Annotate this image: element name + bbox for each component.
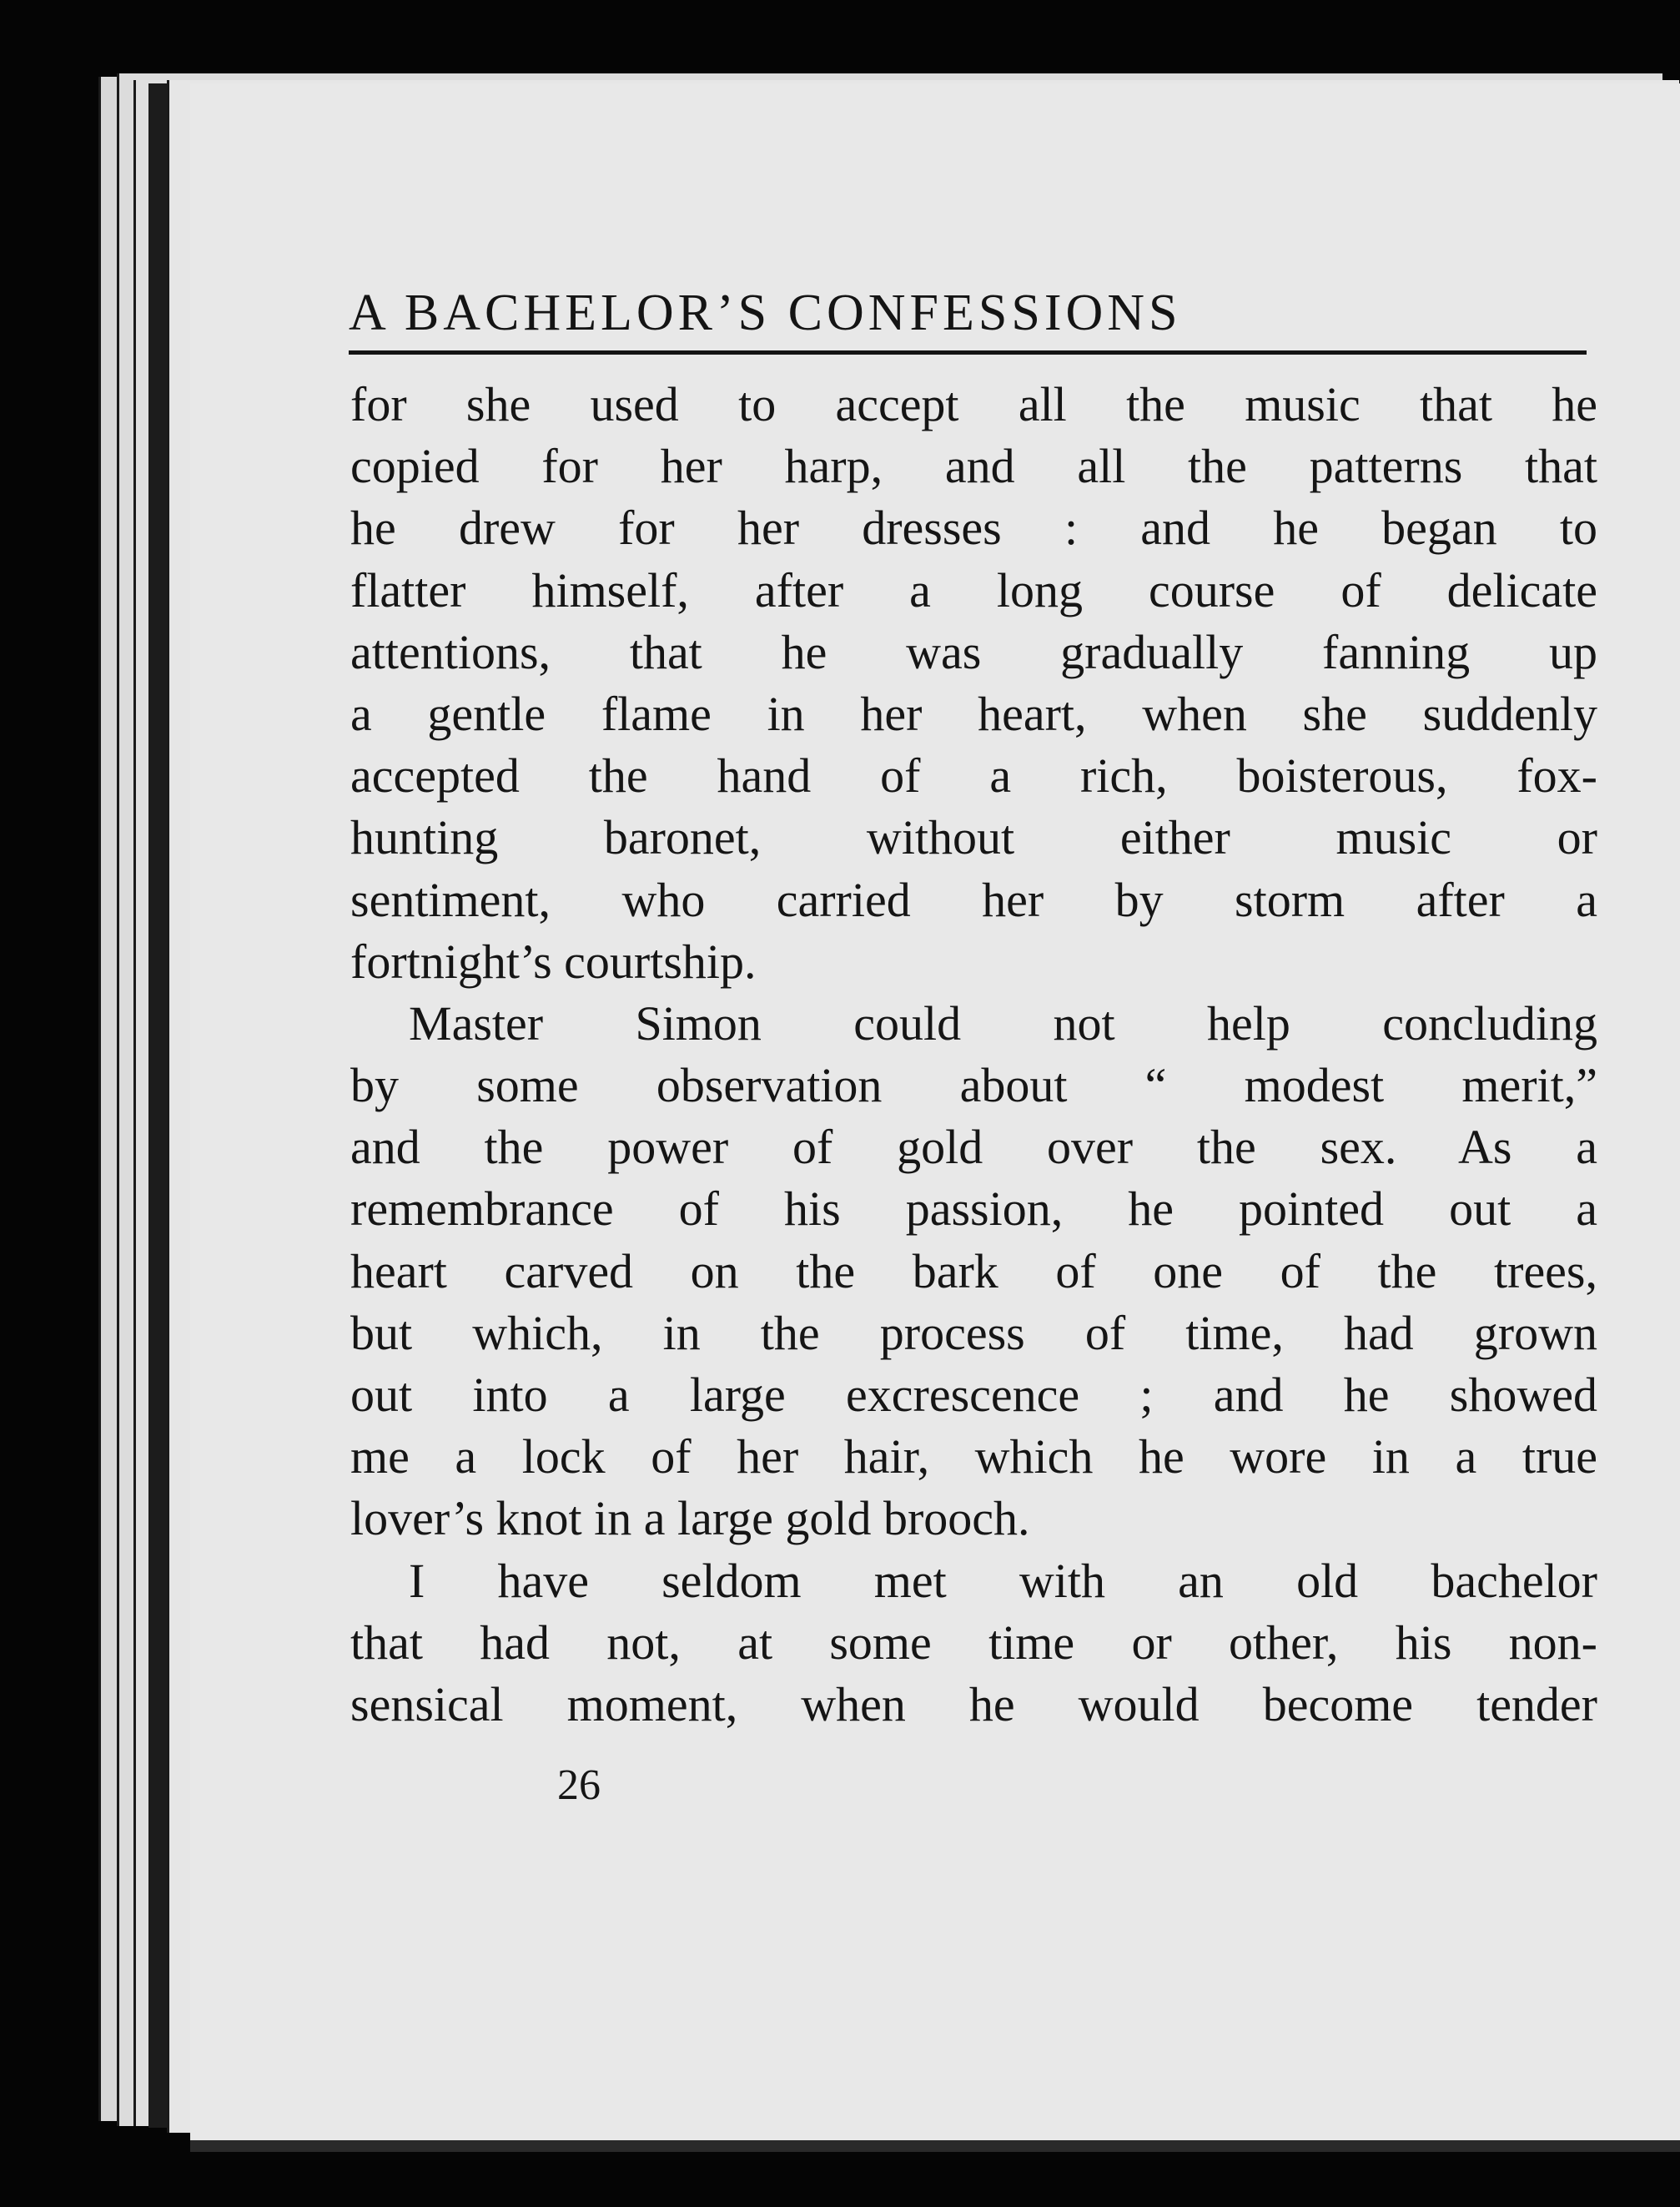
text-line: lover’s knot in a large gold brooch. [350, 1491, 1030, 1546]
text-line: he drew for her dresses : and he began to [350, 501, 1597, 556]
text-line: heart carved on the bark of one of the trees, [350, 1243, 1597, 1298]
text-line: hunting baronet, without either music or [350, 810, 1597, 865]
text-line: by some observation about “ modest merit,” [350, 1058, 1597, 1113]
text-line: sentiment, who carried her by storm after a [350, 872, 1597, 927]
text-line: out into a large excrescence ; and he showed [350, 1368, 1597, 1422]
page-edge-dark [148, 83, 167, 2128]
text-line: that had not, at some time or other, his non- [350, 1615, 1597, 1670]
running-head-rule [349, 350, 1587, 355]
text-line: Master Simon could not help concluding [409, 995, 1597, 1051]
text-line: and the power of gold over the sex. As a [350, 1120, 1597, 1175]
text-line: attentions, that he was gradually fanning up [350, 624, 1597, 679]
text-line: me a lock of her hair, which he wore in a true [350, 1429, 1597, 1484]
body-text [350, 374, 1597, 1736]
page-number: 26 [557, 1761, 601, 1809]
text-line: sensical moment, when he would become tender [350, 1676, 1597, 1731]
text-line: a gentle flame in her heart, when she suddenly [350, 686, 1597, 741]
text-line: I have seldom met with an old bachelor [409, 1553, 1597, 1608]
text-line: but which, in the process of time, had grown [350, 1305, 1597, 1360]
text-line: copied for her harp, and all the patterns that [350, 439, 1597, 494]
text-line: for she used to accept all the music that he [350, 377, 1597, 431]
text-line: accepted the hand of a rich, boisterous, fox- [350, 748, 1597, 804]
page-bottom-edge [190, 2140, 1680, 2152]
text-line: fortnight’s courtship. [350, 934, 757, 989]
text-line: remembrance of his passion, he pointed out a [350, 1182, 1597, 1237]
text-line: flatter himself, after a long course of delicate [350, 562, 1597, 617]
running-head: A BACHELOR’S CONFESSIONS [349, 285, 1182, 341]
